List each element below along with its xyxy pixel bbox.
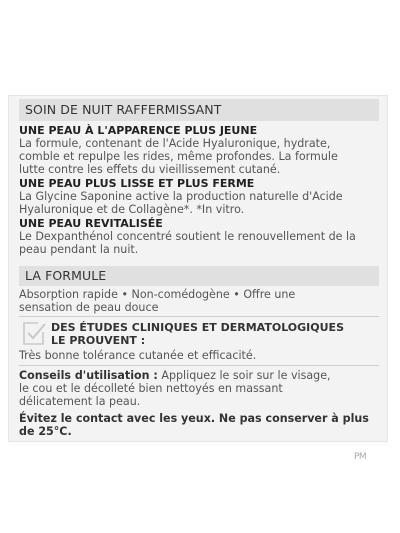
usage-text-line: délicatement la peau. bbox=[19, 395, 141, 408]
divider bbox=[19, 365, 379, 366]
product-info-panel bbox=[8, 95, 388, 442]
warning-line: Évitez le contact avec les yeux. Ne pas conserver à plus bbox=[19, 412, 369, 425]
claim-text-line: peau pendant la nuit. bbox=[19, 243, 139, 256]
claim-text-line: Le Dexpanthénol concentré soutient le renouvellement de la bbox=[19, 230, 356, 243]
usage-label: Conseils d'utilisation : bbox=[19, 369, 158, 382]
claim-title-smoother-skin: UNE PEAU PLUS LISSE ET PLUS FERME bbox=[19, 177, 255, 190]
warning-line: de 25°C. bbox=[19, 425, 72, 438]
studies-title-line: DES ÉTUDES CLINIQUES ET DERMATOLOGIQUES bbox=[51, 321, 344, 334]
claim-text-line: comble et repulpe les rides, même profondes. La formule bbox=[19, 150, 338, 163]
formula-text-line: Absorption rapide • Non-comédogène • Offre une bbox=[19, 288, 296, 301]
divider bbox=[19, 316, 379, 317]
studies-result: Très bonne tolérance cutanée et efficacité. bbox=[19, 349, 257, 362]
usage-first-line bbox=[19, 369, 379, 382]
claim-text-line: Hyaluronique et de Collagène*. *In vitro. bbox=[19, 203, 245, 216]
section-header-night-care: SOIN DE NUIT RAFFERMISSANT bbox=[19, 99, 379, 121]
formula-text-line: sensation de peau douce bbox=[19, 301, 159, 314]
claim-title-younger-skin: UNE PEAU À L'APPARENCE PLUS JEUNE bbox=[19, 124, 258, 137]
claim-text-line: La formule, contenant de l'Acide Hyaluronique, hydrate, bbox=[19, 137, 331, 150]
pm-logo: PM bbox=[354, 452, 367, 462]
checkbox-check-icon bbox=[21, 320, 47, 348]
section-header-formula: LA FORMULE bbox=[19, 266, 379, 286]
claim-text-line: La Glycine Saponine active la production naturelle d'Acide bbox=[19, 190, 343, 203]
studies-title-line: LE PROUVENT : bbox=[51, 334, 146, 347]
usage-text: Appliquez le soir sur le visage, bbox=[157, 369, 331, 382]
claim-text-line: lutte contre les effets du vieillissement cutané. bbox=[19, 163, 281, 176]
claim-title-revitalized-skin: UNE PEAU REVITALISÉE bbox=[19, 217, 163, 230]
usage-text-line: le cou et le décolleté bien nettoyés en massant bbox=[19, 382, 283, 395]
